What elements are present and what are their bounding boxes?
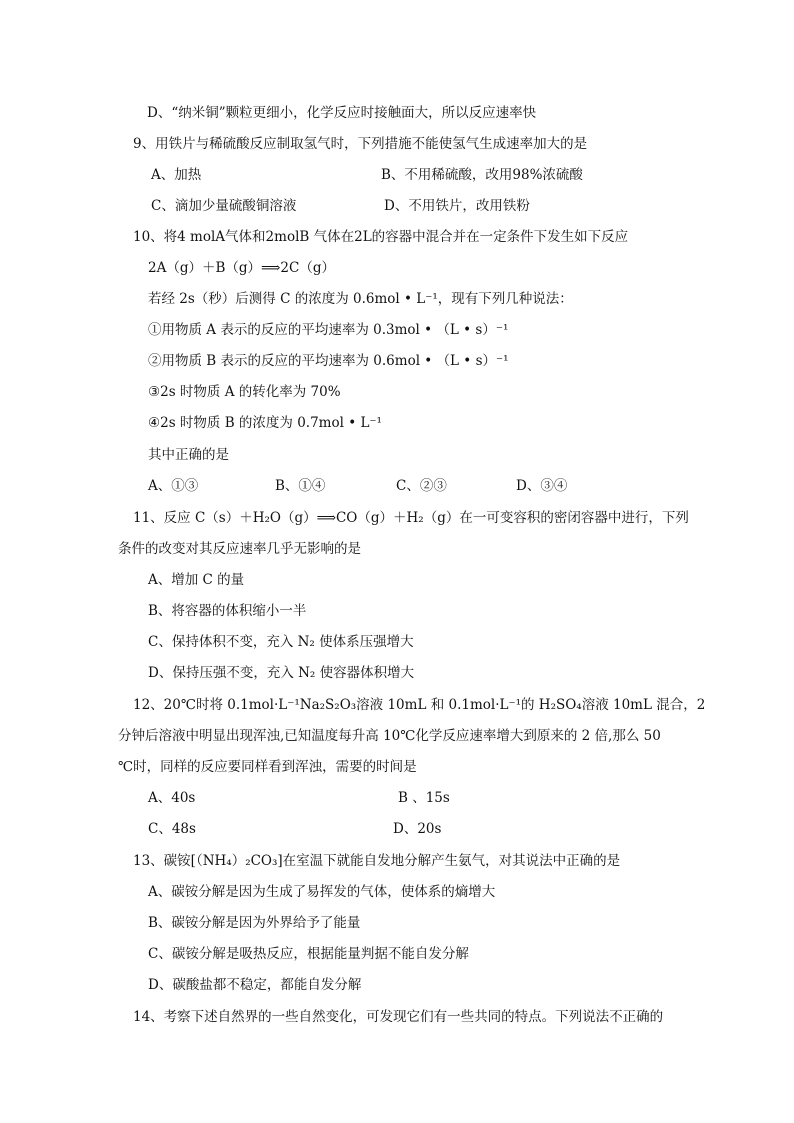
q11-option-d: D、保持压强不变，充入 N₂ 使容器体积增大 xyxy=(148,665,415,681)
q12-stem-cont-2: ℃时，同样的反应要同样看到浑浊，需要的时间是 xyxy=(118,759,417,775)
q10-statement-4: ④2s 时物质 B 的浓度为 0.7mol • L⁻¹ xyxy=(148,415,382,431)
q10-statement-1: ①用物质 A 表示的反应的平均速率为 0.3mol • （L • s）⁻¹ xyxy=(148,322,509,338)
q13-option-a: A、碳铵分解是因为生成了易挥发的气体，使体系的熵增大 xyxy=(148,884,496,900)
q11-option-b: B、将容器的体积缩小一半 xyxy=(148,603,307,619)
q10-option-d: D、③④ xyxy=(516,478,568,494)
q10-option-a: A、①③ xyxy=(148,478,199,494)
q9-option-b: B、不用稀硫酸，改用98%浓硫酸 xyxy=(381,167,583,183)
q10-stem: 10、将4 molA气体和2molB 气体在2L的容器中混合并在一定条件下发生如下反应 xyxy=(133,229,629,245)
q10-condition: 若经 2s（秒）后测得 C 的浓度为 0.6mol • L⁻¹，现有下列几种说法： xyxy=(148,291,573,307)
q10-option-c: C、②③ xyxy=(396,478,447,494)
q10-option-b: B、①④ xyxy=(275,478,326,494)
q13-stem: 13、碳铵[（NH₄）₂CO₃]在室温下就能自发地分解产生氨气，对其说法中正确的是 xyxy=(133,853,621,869)
q12-option-a: A、40s xyxy=(148,790,196,806)
q12-option-c: C、48s xyxy=(148,821,196,837)
q12-option-d: D、20s xyxy=(393,821,442,837)
q9-option-d: D、不用铁片，改用铁粉 xyxy=(384,198,530,214)
q8-option-d: D、“纳米铜”颗粒更细小，化学反应时接触面大，所以反应速率快 xyxy=(147,105,537,121)
q11-stem-cont: 条件的改变对其反应速率几乎无影响的是 xyxy=(118,541,361,557)
q10-statement-2: ②用物质 B 表示的反应的平均速率为 0.6mol • （L • s）⁻¹ xyxy=(148,353,509,369)
q10-statement-3: ③2s 时物质 A 的转化率为 70% xyxy=(148,384,341,400)
q9-stem: 9、用铁片与稀硫酸反应制取氢气时，下列措施不能使氢气生成速率加大的是 xyxy=(133,136,588,152)
q10-prompt: 其中正确的是 xyxy=(148,447,229,463)
q13-option-d: D、碳酸盐都不稳定，都能自发分解 xyxy=(148,977,362,993)
q11-option-c: C、保持体积不变，充入 N₂ 使体系压强增大 xyxy=(148,634,414,650)
q11-stem: 11、反应 C（s）＋H₂O（g）⟹CO（g）＋H₂（g）在一可变容积的密闭容器中进行，下列 xyxy=(133,510,689,526)
q9-option-c: C、滴加少量硫酸铜溶液 xyxy=(151,198,297,214)
q12-stem: 12、20℃时将 0.1mol·L⁻¹Na₂S₂O₃溶液 10mL 和 0.1mol·L⁻¹的 H₂SO₄溶液 10mL 混合，2 xyxy=(133,697,706,713)
q11-option-a: A、增加 C 的量 xyxy=(148,572,245,588)
q13-option-c: C、碳铵分解是吸热反应，根据能量判据不能自发分解 xyxy=(148,946,469,962)
q12-stem-cont-1: 分钟后溶液中明显出现浑浊,已知温度每升高 10℃化学反应速率增大到原来的 2 倍,那么 50 xyxy=(118,728,661,744)
q12-option-b: B 、15s xyxy=(398,790,450,806)
q9-option-a: A、加热 xyxy=(151,167,202,183)
q10-equation: 2A（g）＋B（g）⟹2C（g） xyxy=(148,260,335,276)
q14-stem: 14、考察下述自然界的一些自然变化，可发现它们有一些共同的特点。下列说法不正确的 xyxy=(133,1009,664,1025)
q13-option-b: B、碳铵分解是因为外界给予了能量 xyxy=(148,915,361,931)
